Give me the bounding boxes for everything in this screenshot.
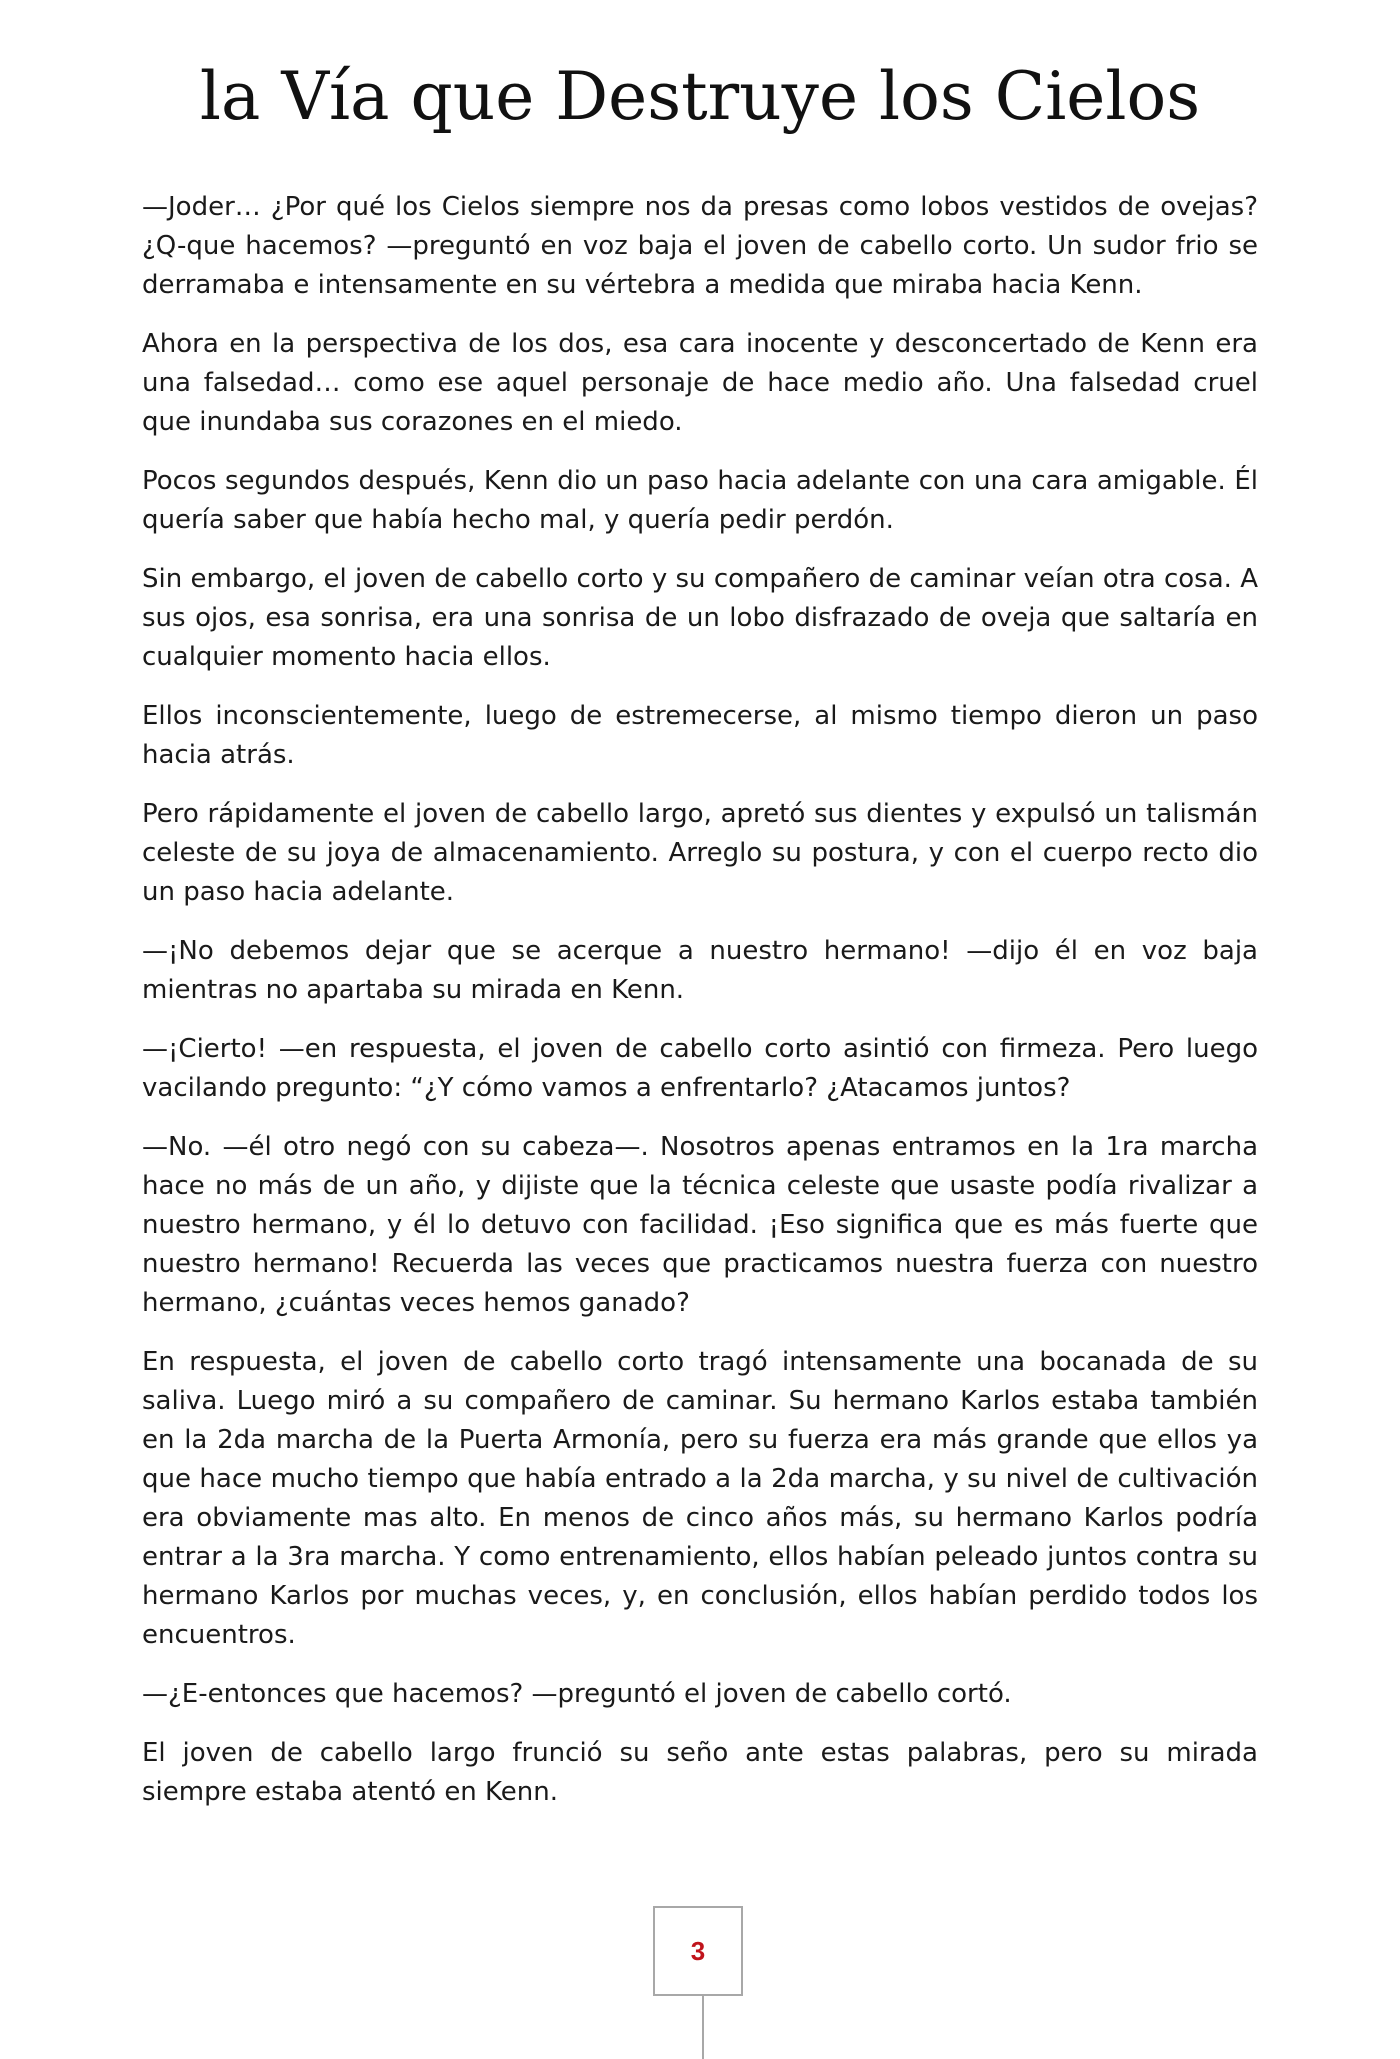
- paragraph: Pocos segundos después, Kenn dio un paso hacia adelante con una cara amigable. Él quería saber que había hecho mal, y quería pedir perdón.: [142, 466, 1258, 535]
- paragraph: Pero rápidamente el joven de cabello largo, apretó sus dientes y expulsó un talismán celeste de su joya de almacenamiento. Arreglo su postura, y con el cuerpo recto dio un paso hacia adelante.: [142, 799, 1258, 907]
- paragraph: El joven de cabello largo frunció su seño ante estas palabras, pero su mirada siempre estaba atentó en Kenn.: [142, 1738, 1258, 1807]
- paragraph: Ellos inconscientemente, luego de estremecerse, al mismo tiempo dieron un paso hacia atrás.: [142, 701, 1258, 770]
- page-number-divider: [702, 1996, 704, 2059]
- page-title: la Vía que Destruye los Cielos: [199, 58, 1201, 135]
- paragraph: —¿E-entonces que hacemos? —preguntó el joven de cabello cortó.: [142, 1679, 1012, 1709]
- paragraph: Ahora en la perspectiva de los dos, esa cara inocente y desconcertado de Kenn era una falsedad… como ese aquel personaje de hace medio año. Una falsedad cruel que inundaba sus corazones en el miedo.: [142, 329, 1258, 437]
- page-number: 3: [690, 1935, 706, 1966]
- paragraph: —No. —él otro negó con su cabeza—. Nosotros apenas entramos en la 1ra marcha hace no más de un año, y dijiste que la técnica celeste que usaste podía rivalizar a nuestro hermano, y él lo detuvo con facilidad. ¡Eso significa que es más fuerte que nuestro hermano! Recuerda las veces que practicamos nuestra fuerza con nuestro hermano, ¿cuántas veces hemos ganado?: [142, 1132, 1258, 1318]
- paragraph: En respuesta, el joven de cabello corto tragó intensamente una bocanada de su saliva. Luego miró a su compañero de caminar. Su hermano Karlos estaba también en la 2da marcha de la Puerta Armonía, pero su fuerza era más grande que ellos ya que hace mucho tiempo que había entrado a la 2da marcha, y su nivel de cultivación era obviamente mas alto. En menos de cinco años más, su hermano Karlos podría entrar a la 3ra marcha. Y como entrenamiento, ellos habían peleado juntos contra su hermano Karlos por muchas veces, y, en conclusión, ellos habían perdido todos los encuentros.: [142, 1347, 1258, 1650]
- body-text: [142, 188, 1258, 1832]
- paragraph: —¡No debemos dejar que se acerque a nuestro hermano! —dijo él en voz baja mientras no apartaba su mirada en Kenn.: [142, 936, 1258, 1005]
- page-number-box: [653, 1906, 743, 1996]
- paragraph: —Joder… ¿Por qué los Cielos siempre nos da presas como lobos vestidos de ovejas? ¿Q-que hacemos? —preguntó en voz baja el joven de cabello corto. Un sudor frio se derramaba e intensamente en su vértebra a medida que miraba hacia Kenn.: [142, 192, 1258, 300]
- paragraph: Sin embargo, el joven de cabello corto y su compañero de caminar veían otra cosa. A sus ojos, esa sonrisa, era una sonrisa de un lobo disfrazado de oveja que saltaría en cualquier momento hacia ellos.: [142, 564, 1258, 672]
- paragraph: —¡Cierto! —en respuesta, el joven de cabello corto asintió con firmeza. Pero luego vacilando pregunto: “¿Y cómo vamos a enfrentarlo? ¿Atacamos juntos?: [142, 1034, 1258, 1103]
